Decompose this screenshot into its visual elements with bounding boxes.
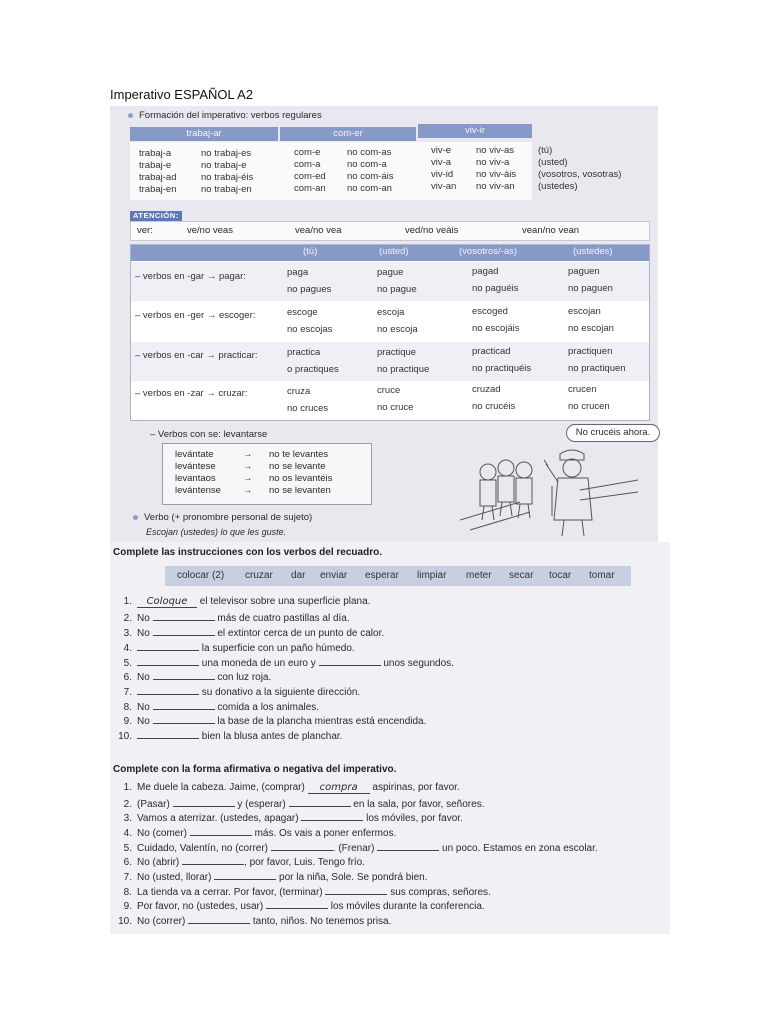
word-bank xyxy=(165,566,631,586)
ex2-blank-5a[interactable] xyxy=(271,841,333,851)
comer-negative: no com-as no com-a no com-áis no com-an xyxy=(347,147,394,194)
word-esperar: esperar xyxy=(365,570,399,581)
orthographic-table xyxy=(130,244,650,421)
ex2-blank-5b[interactable] xyxy=(377,841,439,851)
ex1-line-2: 2. No más de cuatro pastillas al día. xyxy=(123,613,350,624)
comer-affirmative: com-e com-a com-ed com-an xyxy=(294,147,326,194)
ex1-line-5: 5. una moneda de un euro y unos segundos. xyxy=(123,658,454,669)
speech-bubble: No crucéis ahora. xyxy=(566,424,660,442)
ex1-blank-5a[interactable] xyxy=(137,656,199,666)
header-comer: com-er xyxy=(280,127,416,141)
trabajar-negative: no trabaj-es no trabaj-e no trabaj-éis no trabaj-en xyxy=(201,148,254,195)
ex2-line-6: 6. No (abrir) , por favor, Luis. Tengo frío. xyxy=(123,857,366,868)
ortho-row-car: – verbos en -car → practicar: practica o practiques practique no practique practicad no practiquéis practiquen no practiquen xyxy=(131,342,649,381)
word-tocar: tocar xyxy=(549,570,572,581)
word-cruzar: cruzar xyxy=(245,570,273,581)
ex1-blank-8[interactable] xyxy=(153,700,215,710)
ex1-blank-7[interactable] xyxy=(137,685,199,695)
ex1-line-8: 8. No comida a los animales. xyxy=(123,702,320,713)
word-enviar: enviar xyxy=(320,570,348,581)
ex2-line-5: 5. Cuidado, Valentín, no (correr) . (Frenar) un poco. Estamos en zona escolar. xyxy=(123,843,598,854)
ortho-row-zar: – verbos en -zar → cruzar: cruza no cruces cruce no cruce cruzad no crucéis crucen no crucen xyxy=(135,384,610,414)
vivir-negative: no viv-as no viv-a no viv-áis no viv-an xyxy=(476,145,517,192)
ex1-blank-2[interactable] xyxy=(153,611,215,621)
ex2-line-9: 9. Por favor, no (ustedes, usar) los móviles durante la conferencia. xyxy=(123,901,485,912)
ex2-answer-1[interactable]: compra xyxy=(308,782,370,794)
ex1-line-10: 10. bien la blusa antes de planchar. xyxy=(118,731,343,742)
ex1-line-7: 7. su donativo a la siguiente dirección. xyxy=(123,687,361,698)
ex1-line-4: 4. la superficie con un paño húmedo. xyxy=(123,643,355,654)
ex1-line-9: 9. No la base de la plancha mientras está encendida. xyxy=(123,716,427,727)
ex2-line-1: 1. Me duele la cabeza. Jaime, (comprar) compra aspirinas, por favor. xyxy=(123,782,460,793)
word-secar: secar xyxy=(509,570,534,581)
ortho-row-ger: – verbos en -ger → escoger: escoge no escojas escoja no escoja escoged no escojáis escojan no escojan xyxy=(135,306,614,335)
document-title: Imperativo ESPAÑOL A2 xyxy=(110,87,254,102)
ortho-row-gar: – verbos en -gar → pagar: paga no pagues pague no pague pagad no paguéis paguen no paguen xyxy=(131,262,649,301)
exercise2-title: Complete con la forma afirmativa o negativa del imperativo. xyxy=(113,764,397,775)
conjugation-box xyxy=(130,142,532,200)
pronoun-note-title: Verbo (+ pronombre personal de sujeto) xyxy=(133,512,312,523)
word-tomar: tomar xyxy=(589,570,615,581)
pronoun-note-example: Escojan (ustedes) lo que les guste. xyxy=(146,527,287,537)
ex1-line-1: 1. Coloque el televisor sobre una superficie plana. xyxy=(123,596,371,607)
ver-row: ver: ve/no veas vea/no vea ved/no veáis vean/no vean xyxy=(130,221,650,241)
ex1-answer-1[interactable]: Coloque xyxy=(137,596,197,608)
ex1-line-6: 6. No con luz roja. xyxy=(123,672,272,683)
ex2-blank-9[interactable] xyxy=(266,899,328,909)
ex2-line-8: 8. La tienda va a cerrar. Por favor, (terminar) sus compras, señores. xyxy=(123,887,491,898)
ex1-blank-5b[interactable] xyxy=(319,656,381,666)
ex1-blank-6[interactable] xyxy=(153,670,215,680)
header-trabajar: trabaj-ar xyxy=(130,127,278,141)
ex2-line-10: 10. No (correr) tanto, niños. No tenemos prisa. xyxy=(118,916,392,927)
ex1-blank-9[interactable] xyxy=(153,714,215,724)
exercise1-title: Complete las instrucciones con los verbos del recuadro. xyxy=(113,547,382,558)
ex2-line-7: 7. No (usted, llorar) por la niña, Sole. Se pondrá bien. xyxy=(123,872,428,883)
ex2-line-3: 3. Vamos a aterrizar. (ustedes, apagar) los móviles, por favor. xyxy=(123,813,463,824)
vivir-affirmative: viv-e viv-a viv-id viv-an xyxy=(431,145,457,192)
ex2-blank-10[interactable] xyxy=(188,914,250,924)
ex2-blank-6[interactable] xyxy=(182,855,244,865)
header-vivir: viv-ir xyxy=(418,124,532,138)
ex2-blank-4[interactable] xyxy=(190,826,252,836)
ortho-header: (tú) (usted) (vosotros/-as) (ustedes) xyxy=(131,245,649,261)
se-verbs-title: – Verbos con se: levantarse xyxy=(150,429,268,440)
word-colocar: colocar (2) xyxy=(177,570,225,581)
ex2-blank-2a[interactable] xyxy=(173,797,235,807)
trabajar-affirmative: trabaj-a trabaj-e trabaj-ad trabaj-en xyxy=(139,148,177,195)
se-verbs-box: levántate levántese levantaos levántense → → → → no te levantes no se levante no os levantéis no se levanten xyxy=(162,443,372,505)
ex1-blank-10[interactable] xyxy=(137,729,199,739)
person-labels: (tú) (usted) (vosotros, vosotras) (ustedes) xyxy=(538,145,622,192)
atencion-badge: ATENCIÓN: xyxy=(130,211,182,221)
formation-title: Formación del imperativo: verbos regulares xyxy=(128,110,322,121)
ex1-blank-3[interactable] xyxy=(153,626,215,636)
ex2-line-2: 2. (Pasar) y (esperar) en la sala, por favor, señores. xyxy=(123,799,485,810)
ex1-line-3: 3. No el extintor cerca de un punto de calor. xyxy=(123,628,385,639)
word-dar: dar xyxy=(291,570,306,581)
ex2-blank-2b[interactable] xyxy=(289,797,351,807)
word-meter: meter xyxy=(466,570,492,581)
ex2-blank-7[interactable] xyxy=(214,870,276,880)
ex2-blank-8[interactable] xyxy=(325,885,387,895)
word-limpiar: limpiar xyxy=(417,570,447,581)
ex1-blank-4[interactable] xyxy=(137,641,199,651)
ex2-blank-3[interactable] xyxy=(301,811,363,821)
ex2-line-4: 4. No (comer) más. Os vais a poner enfermos. xyxy=(123,828,397,839)
